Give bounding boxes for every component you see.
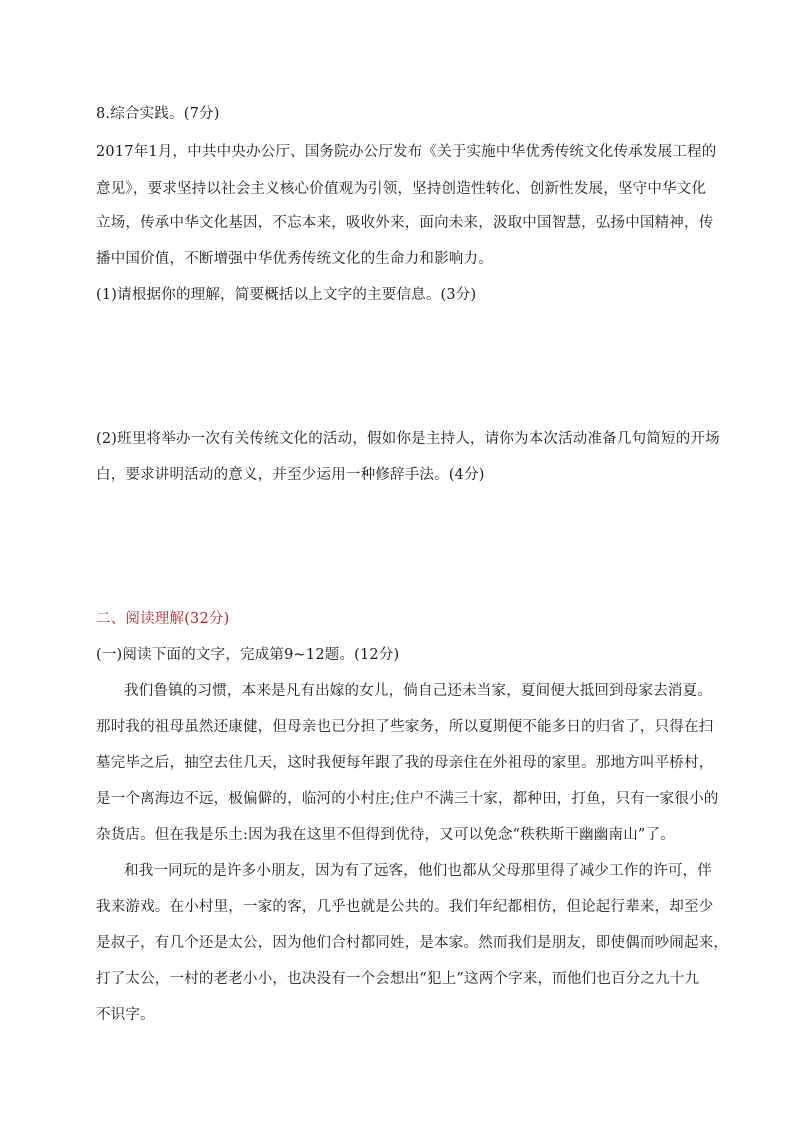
q8-sub-question-2-line: (2)班里将举办一次有关传统文化的活动，假如你是主持人，请你为本次活动准备几句简短的开场 [96,431,720,447]
q8-sub-question-1: (1)请根据你的理解，简要概括以上文字的主要信息。(3分) [96,287,477,303]
passage-line: 不识字。 [96,1007,155,1023]
q8-passage-line: 意见》，要求坚持以社会主义核心价值观为引领，坚持创造性转化、创新性发展，坚守中华文化 [96,181,707,197]
q8-sub-question-2-line: 白，要求讲明活动的意义，并至少运用一种修辞手法。(4分) [96,467,485,483]
passage-line: 我来游戏。在小村里，一家的客，几乎也就是公共的。我们年纪都相仿，但论起行辈来，却至少 [96,899,714,915]
part-intro: (一)阅读下面的文字，完成第9~12题。(12分) [96,647,400,663]
q8-passage-line: 2017年1月，中共中央办公厅、国务院办公厅发布《关于实施中华优秀传统文化传承发展工程的 [96,144,717,160]
section-title: 二、阅读理解(32分) [96,611,230,627]
passage-line: 杂货店。但在我是乐土:因为我在这里不但得到优待，又可以免念“秩秩斯干幽幽南山”了。 [96,827,675,843]
passage-line: 墓完毕之后，抽空去住几天，这时我便每年跟了我的母亲住在外祖母的家里。那地方叫平桥村， [96,755,714,771]
q8-passage-line: 立场，传承中华文化基因，不忘本来，吸收外来，面向未来，汲取中国智慧，弘扬中国精神，传 [96,215,714,231]
q8-heading: 8.综合实践。(7分) [96,106,220,122]
passage-line: 是叔子，有几个还是太公，因为他们合村都同姓，是本家。然而我们是朋友，即使偶而吵闹起来， [96,935,729,951]
passage-line: 是一个离海边不远，极偏僻的，临河的小村庄;住户不满三十家，都种田，打鱼，只有一家很小的 [96,791,719,807]
passage-line: 和我一同玩的是许多小朋友，因为有了远客，他们也都从父母那里得了减少工作的许可，伴 [124,863,712,879]
q8-passage-line: 播中国价值，不断增强中华优秀传统文化的生命力和影响力。 [96,251,493,267]
passage-line: 我们鲁镇的习惯，本来是凡有出嫁的女儿，倘自己还未当家，夏间便大抵回到母家去消夏。 [124,683,712,699]
passage-line: 那时我的祖母虽然还康健，但母亲也已分担了些家务，所以夏期便不能多日的归省了，只得在扫 [96,719,714,735]
passage-line: 打了太公，一村的老老小小，也决没有一个会想出“犯上”这两个字来，而他们也百分之九十九 [96,971,700,987]
